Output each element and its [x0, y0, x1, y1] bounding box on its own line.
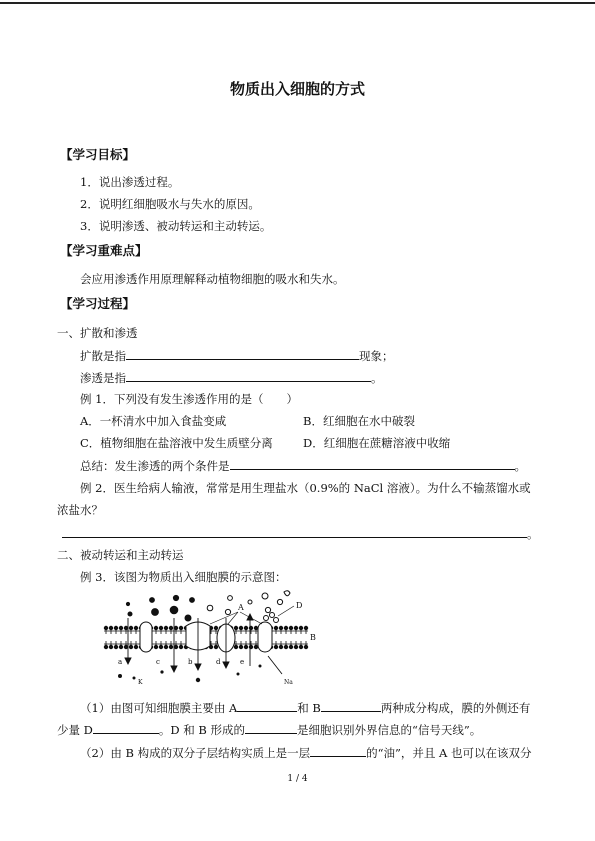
osmosis-line	[80, 370, 383, 385]
osmosis-blank[interactable]	[126, 370, 371, 382]
question1-line1	[80, 700, 530, 715]
osmosis-prefix: 渗透是指	[80, 371, 126, 385]
label-a: A	[238, 603, 244, 612]
label-b-low: b	[188, 658, 193, 666]
section2-title: 二、被动转运和主动转运	[57, 548, 184, 562]
question2-line1	[80, 745, 531, 760]
summary-blank[interactable]	[230, 458, 515, 470]
diffusion-line	[80, 348, 394, 363]
q1-blank-d[interactable]	[93, 722, 159, 734]
q2-part2: 的“油”，并且 A 也可以在该双分	[366, 746, 532, 760]
example1-question: 例 1．下列没有发生渗透作用的是（ ）	[80, 392, 298, 406]
diffusion-blank[interactable]	[126, 348, 359, 360]
osmosis-suffix: 。	[371, 371, 383, 385]
q1-blank-db[interactable]	[245, 722, 297, 734]
keypoint-text: 会应用渗透作用原理解释动植物细胞的吸水和失水。	[80, 272, 345, 286]
example3-intro: 例 3．该图为物质出入细胞膜的示意图：	[80, 570, 287, 584]
diffusion-suffix: 现象；	[359, 349, 394, 363]
example2-answer-blank[interactable]	[62, 526, 527, 538]
label-right-ion: Na	[284, 679, 293, 686]
label-d-low: d	[216, 658, 221, 666]
example2-line1: 例 2．医生给病人输液，常常是用生理盐水（0.9%的 NaCl 溶液）。为什么不输蒸馏水或	[80, 481, 531, 495]
heading-process: 【学习过程】	[60, 296, 136, 311]
q2-part1: （2）由 B 构成的双分子层结构实质上是一层	[80, 746, 311, 760]
page-number: 1 / 4	[287, 774, 308, 784]
diffusion-prefix: 扩散是指	[80, 349, 126, 363]
section1-title: 一、扩散和渗透	[57, 326, 138, 340]
example2-line2: 浓盐水？	[57, 503, 103, 517]
example1-option-c[interactable]: C．植物细胞在盐溶液中发生质壁分离	[80, 436, 273, 450]
q1-part2: 和 B	[297, 701, 321, 715]
header-rule	[0, 2, 595, 4]
example1-option-a[interactable]: A．一杯清水中加入食盐变咸	[80, 414, 227, 428]
question1-line2	[57, 722, 481, 737]
q1-part3: 两种成分构成，膜的外侧还有	[380, 701, 531, 715]
example2-answer-line	[62, 526, 539, 541]
summary-prefix: 总结：发生渗透的两个条件是	[80, 459, 230, 473]
label-d: D	[296, 601, 303, 610]
label-a-low: a	[118, 658, 123, 666]
label-c: c	[156, 658, 160, 666]
q1-part4: 少量 D	[57, 723, 93, 737]
q1-blank-b[interactable]	[321, 700, 381, 712]
summary-line	[80, 458, 526, 473]
example1-option-d[interactable]: D．红细胞在蔗糖溶液中收缩	[303, 436, 451, 450]
q1-part5: 。D 和 B 形成的	[158, 723, 246, 737]
q1-part1: （1）由图可知细胞膜主要由 A	[80, 701, 238, 715]
q2-blank[interactable]	[310, 745, 366, 757]
q1-part6: 是细胞识别外界信息的“信号天线”。	[297, 723, 482, 737]
q1-blank-a[interactable]	[237, 700, 297, 712]
label-b: B	[310, 633, 316, 642]
label-e-low: e	[240, 658, 245, 666]
goal-item: 1．说出渗透过程。	[80, 175, 180, 189]
summary-suffix: 。	[514, 459, 526, 473]
label-left-ion: K	[138, 679, 143, 686]
heading-keypoints: 【学习重难点】	[60, 243, 148, 258]
cell-membrane-diagram	[100, 588, 320, 688]
goal-item: 3．说明渗透、被动转运和主动转运。	[80, 219, 272, 233]
page-title: 物质出入细胞的方式	[229, 80, 365, 98]
example1-option-b[interactable]: B．红细胞在水中破裂	[303, 414, 415, 428]
goal-item: 2．说明红细胞吸水与失水的原因。	[80, 197, 260, 211]
example2-answer-suffix: 。	[527, 527, 539, 541]
heading-goals: 【学习目标】	[60, 147, 136, 162]
